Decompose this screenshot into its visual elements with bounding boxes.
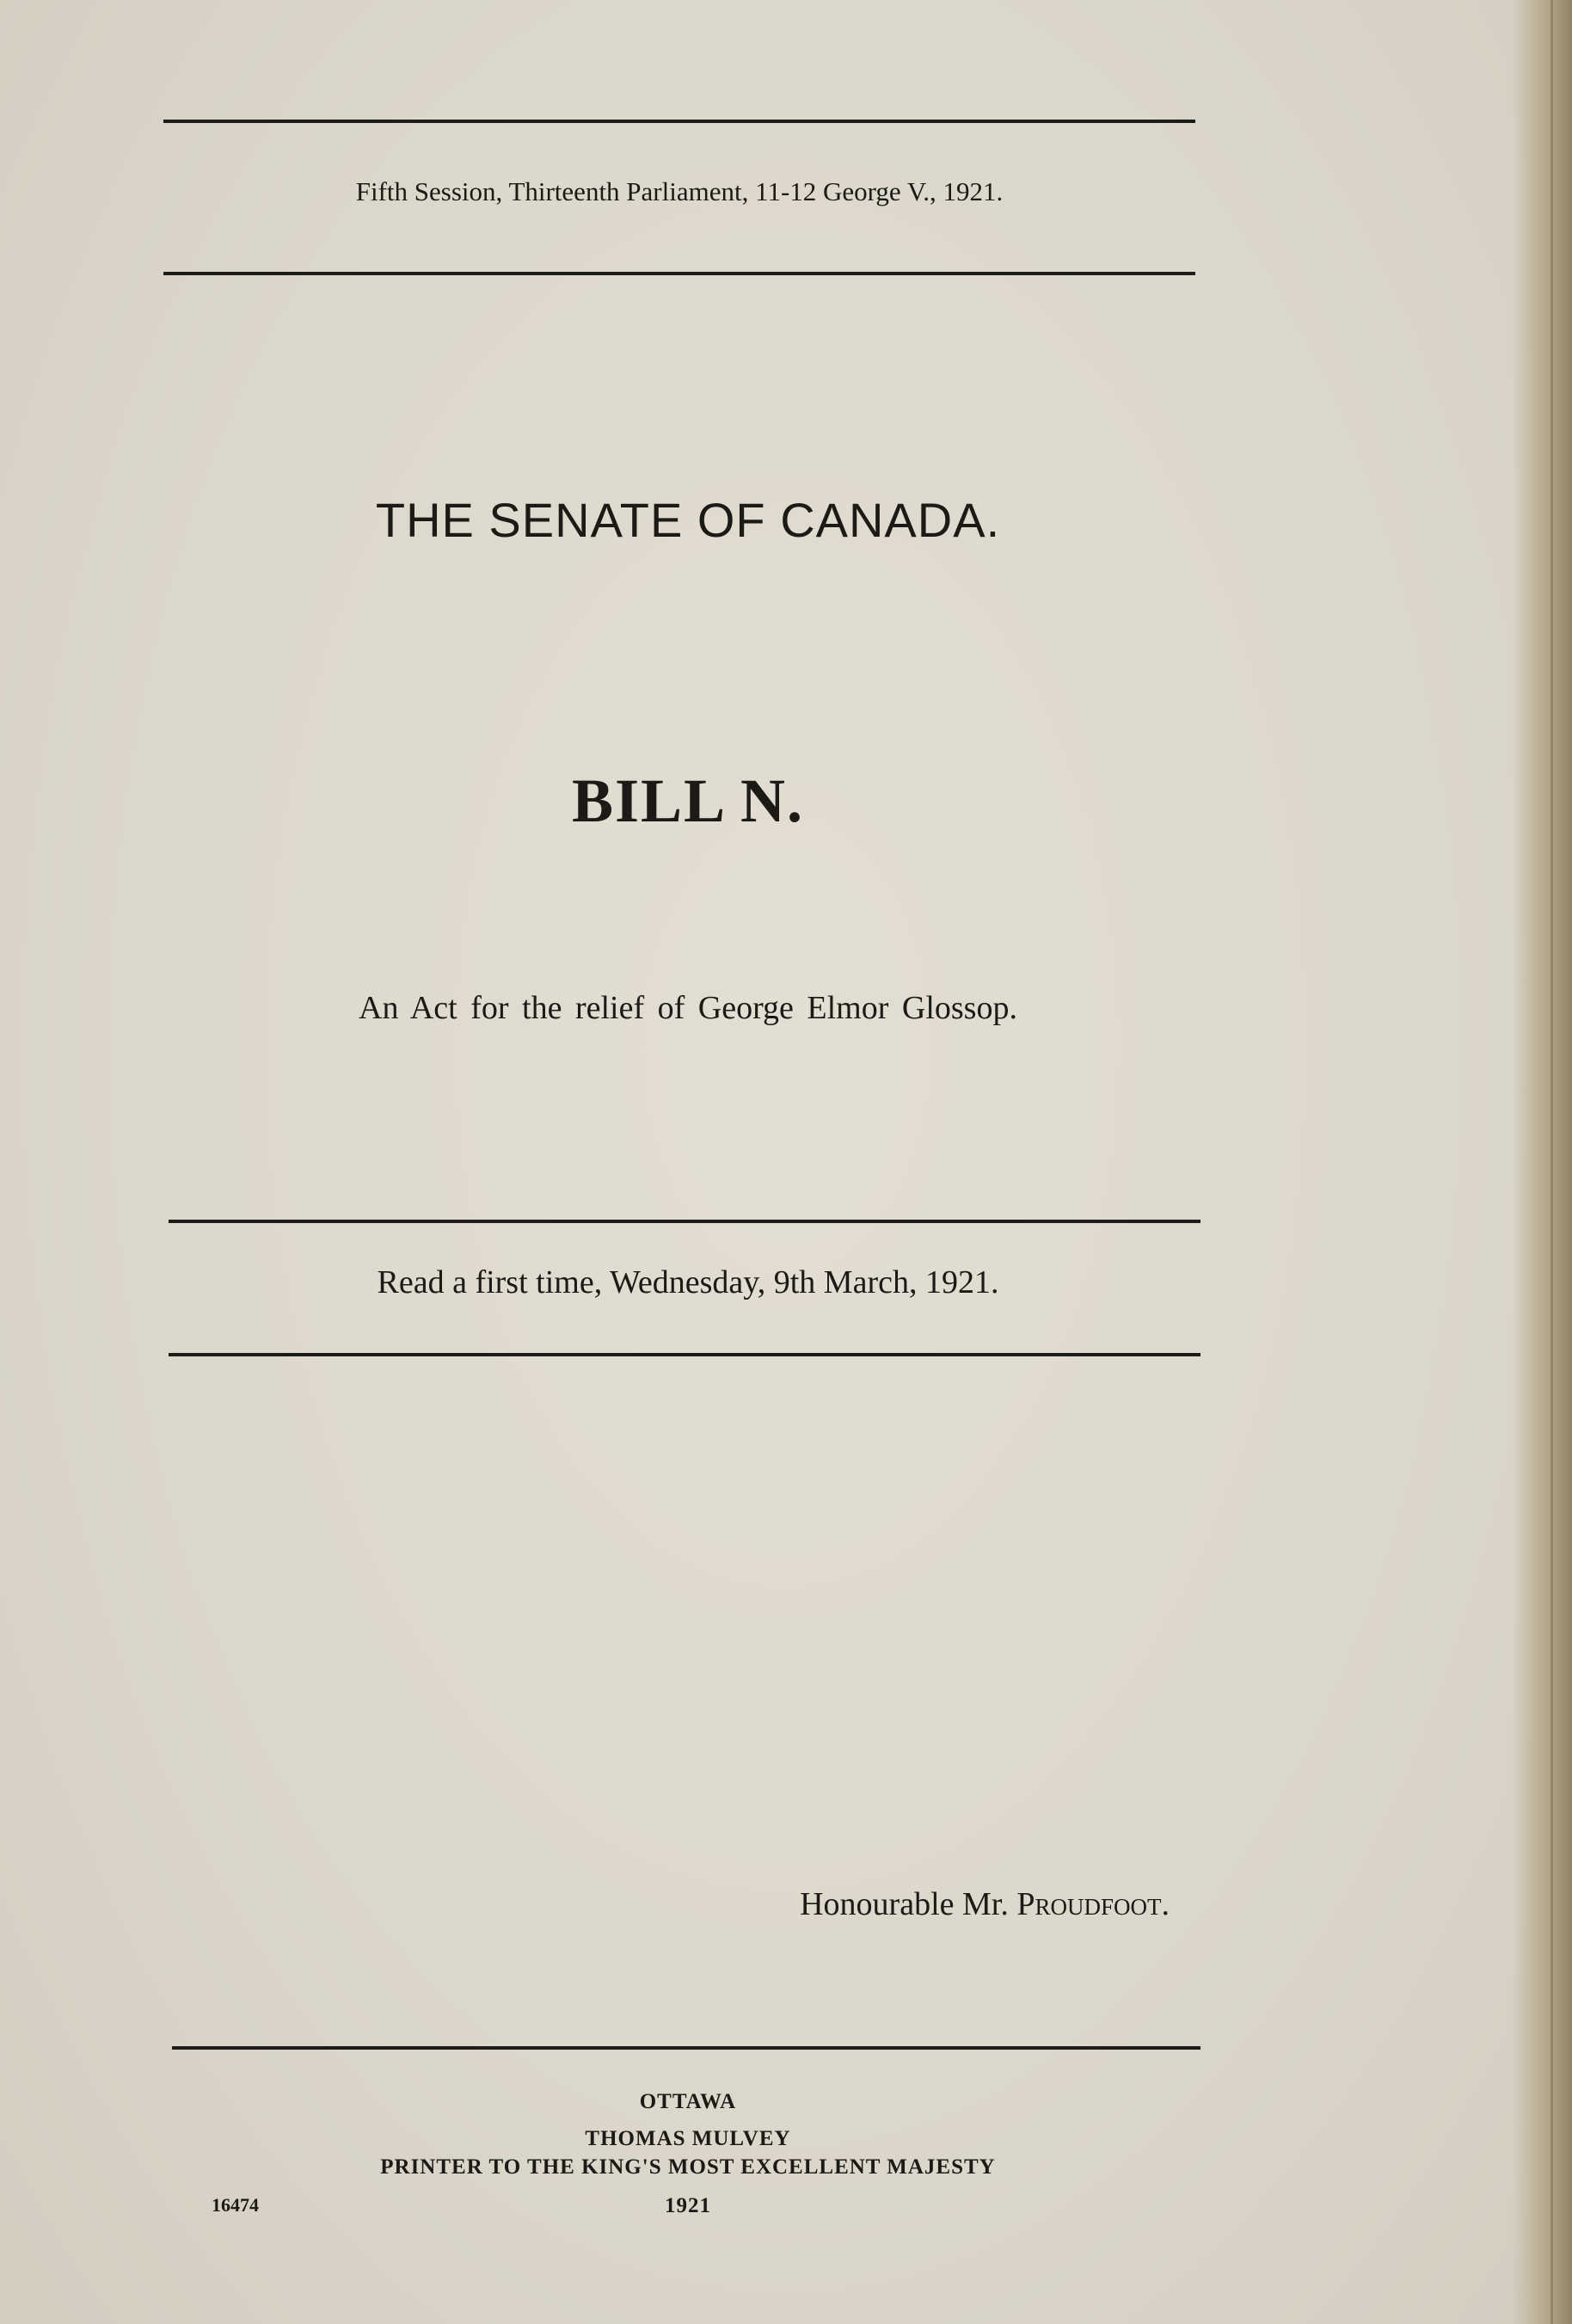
sponsor-name: Proudfoot. xyxy=(1016,1886,1170,1922)
printer-title: PRINTER TO THE KING'S MOST EXCELLENT MAJESTY xyxy=(380,2155,996,2179)
printer-year: 1921 xyxy=(665,2194,711,2217)
sponsor-prefix: Honourable Mr. xyxy=(800,1886,1009,1922)
reading-top-rule xyxy=(169,1220,1200,1223)
sponsor-line xyxy=(654,1885,1170,1923)
top-rule xyxy=(163,120,1195,123)
page-edge-line xyxy=(1551,0,1553,2324)
print-number: 16474 xyxy=(212,2194,259,2216)
act-title: An Act for the relief of George Elmor Glossop. xyxy=(359,990,1017,1026)
reading-bottom-rule xyxy=(169,1353,1200,1356)
printer-name: THOMAS MULVEY xyxy=(585,2127,791,2150)
session-line: Fifth Session, Thirteenth Parliament, 11-12 George V., 1921. xyxy=(355,176,1004,206)
printer-city: OTTAWA xyxy=(639,2090,737,2113)
bill-title: BILL N. xyxy=(571,766,805,835)
session-bottom-rule xyxy=(163,272,1195,275)
page-edge-shadow xyxy=(1512,0,1572,2324)
reading-line: Read a first time, Wednesday, 9th March, 1921. xyxy=(377,1264,999,1300)
printer-top-rule xyxy=(172,2046,1200,2050)
senate-title: THE SENATE OF CANADA. xyxy=(375,493,1001,547)
